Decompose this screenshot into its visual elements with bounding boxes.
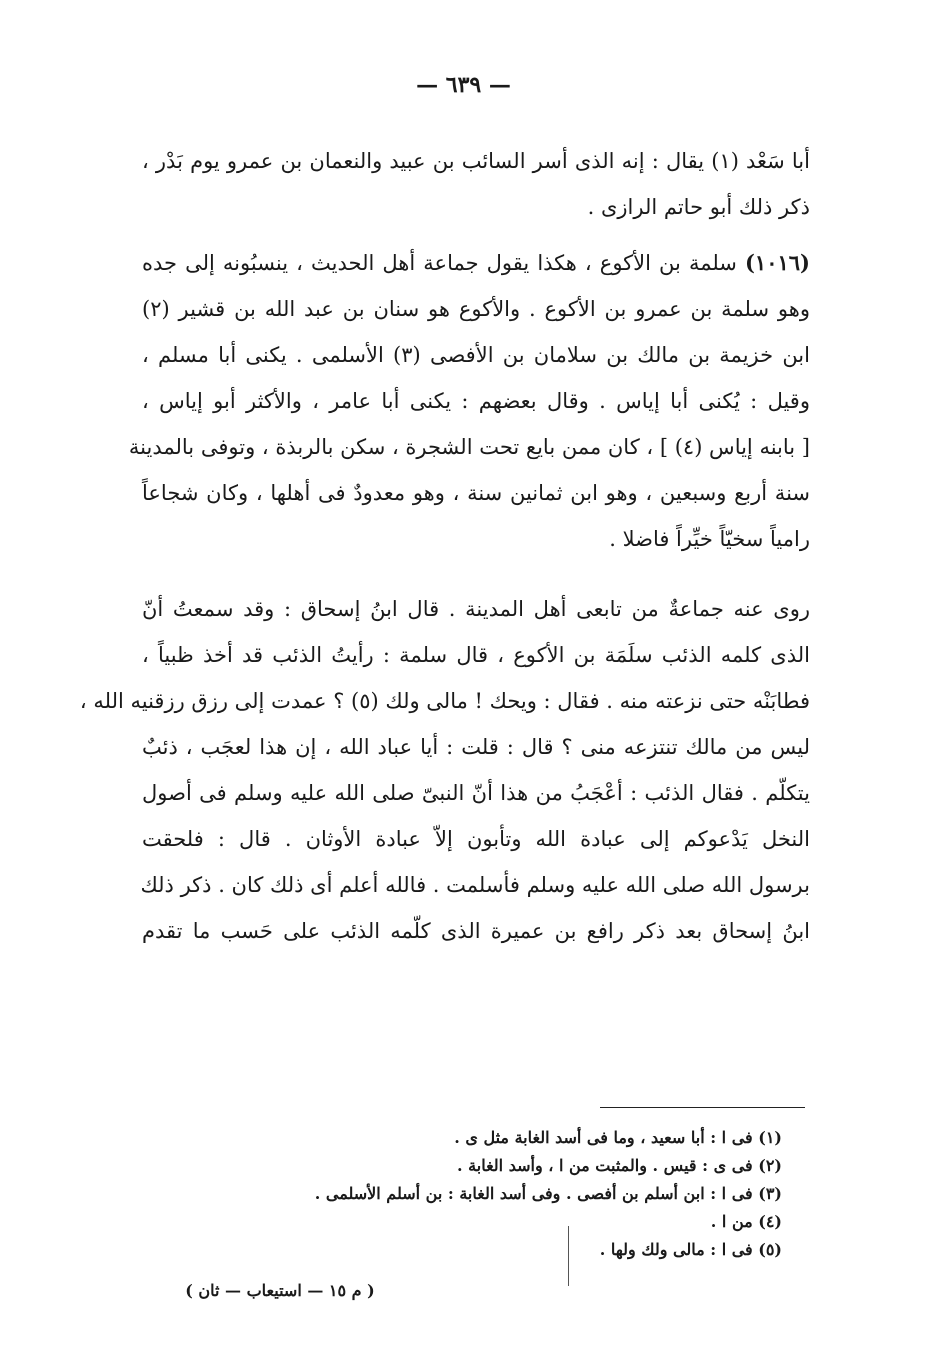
text-line: برسول الله صلى الله عليه وسلم فأسلمت . فالله أعلم أى ذلك كان . ذكر ذلك xyxy=(140,873,810,897)
footnote: (٣) فى ا : ابن أسلم بن أفصى . وفى أسد الغابة : بن أسلم الأسلمى . xyxy=(314,1184,782,1203)
text-line: ذكر ذلك أبو حاتم الرازى . xyxy=(587,195,810,219)
signature-line: ( م ١٥ — استيعاب — ثان ) xyxy=(185,1281,375,1300)
text-line: وقيل : يُكنى أبا إياس . وقال بعضهم : يكنى أبا عامر ، والأكثر أبو إياس ، xyxy=(142,389,810,413)
text-line: الذى كلمه الذئب سلَمَة بن الأكوع ، قال سلمة : رأيتُ الذئب قد أخذ ظبياً ، xyxy=(142,643,810,667)
entry-number: (١٠١٦) xyxy=(744,250,810,275)
text-line: وهو سلمة بن عمرو بن الأكوع . والأكوع هو سنان بن عبد الله بن قشير (٢) xyxy=(142,297,810,321)
text-line: روى عنه جماعةٌ من تابعى أهل المدينة . قال ابنُ إسحاق : وقد سمعتُ أنّ xyxy=(142,597,810,621)
text-line: فطابَنْه حتى نزعته منه . فقال : ويحك ! مالى ولك (٥) ؟ عمدت إلى رزق رزقنيه الله ، xyxy=(79,689,810,713)
text-line: ابنُ إسحاق بعد ذكر رافع بن عميرة الذى كلّمه الذئب على حَسب ما تقدم xyxy=(142,919,810,943)
entry-paragraph xyxy=(128,240,810,562)
narration-paragraph xyxy=(79,586,810,954)
text-line: سنة أربع وسبعين ، وهو ابن ثمانين سنة ، وهو معدودٌ فى أهلها ، وكان شجاعاً xyxy=(142,481,810,505)
footnote: (٥) فى ا : مالى ولك ولها . xyxy=(599,1240,782,1259)
text-line: يتكلّم . فقال الذئب : أعْجَبُ من هذا أنّ النبىّ صلى الله عليه وسلم فى أصول xyxy=(142,781,810,805)
footnote: (٤) من ا . xyxy=(710,1212,782,1231)
main-text xyxy=(79,138,810,954)
margin-mark xyxy=(568,1226,569,1286)
entry-first-line xyxy=(142,240,810,286)
text-line: [ بابنه إياس (٤) ] ، كان ممن بايع تحت الشجرة ، سكن بالربذة ، وتوفى بالمدينة xyxy=(128,435,810,459)
text-line: رامياً سخيّاً خيِّراً فاضلا . xyxy=(609,527,810,551)
page-number: — ٦٣٩ — xyxy=(416,72,511,98)
intro-paragraph xyxy=(142,138,810,230)
text-line: سلمة بن الأكوع ، هكذا يقول جماعة أهل الحديث ، ينسبُونه إلى جده xyxy=(142,251,737,275)
footnote: (١) فى ا : أبا سعيد ، وما فى أسد الغابة مثل ى . xyxy=(454,1128,782,1147)
text-line: أبا سَعْد (١) يقال : إنه الذى أسر السائب بن عبيد والنعمان بن عمرو يوم بَدْر ، xyxy=(142,149,810,173)
text-line: النخل يَدْعوكم إلى عبادة الله وتأبون إلاّ عبادة الأوثان . قال : فلحقت xyxy=(142,827,810,851)
text-line: ليس من مالك تنتزعه منى ؟ قال : قلت : أيا عباد الله ، إن هذا لعجَب ، ذئبٌ xyxy=(142,735,810,759)
footnote-divider xyxy=(600,1107,805,1108)
text-line: ابن خزيمة بن مالك بن سلامان بن الأفصى (٣) الأسلمى . يكنى أبا مسلم ، xyxy=(142,343,810,367)
footnotes xyxy=(150,1124,782,1264)
footnote: (٢) فى ى : قيس . والمثبت من ا ، وأسد الغابة . xyxy=(457,1156,782,1175)
